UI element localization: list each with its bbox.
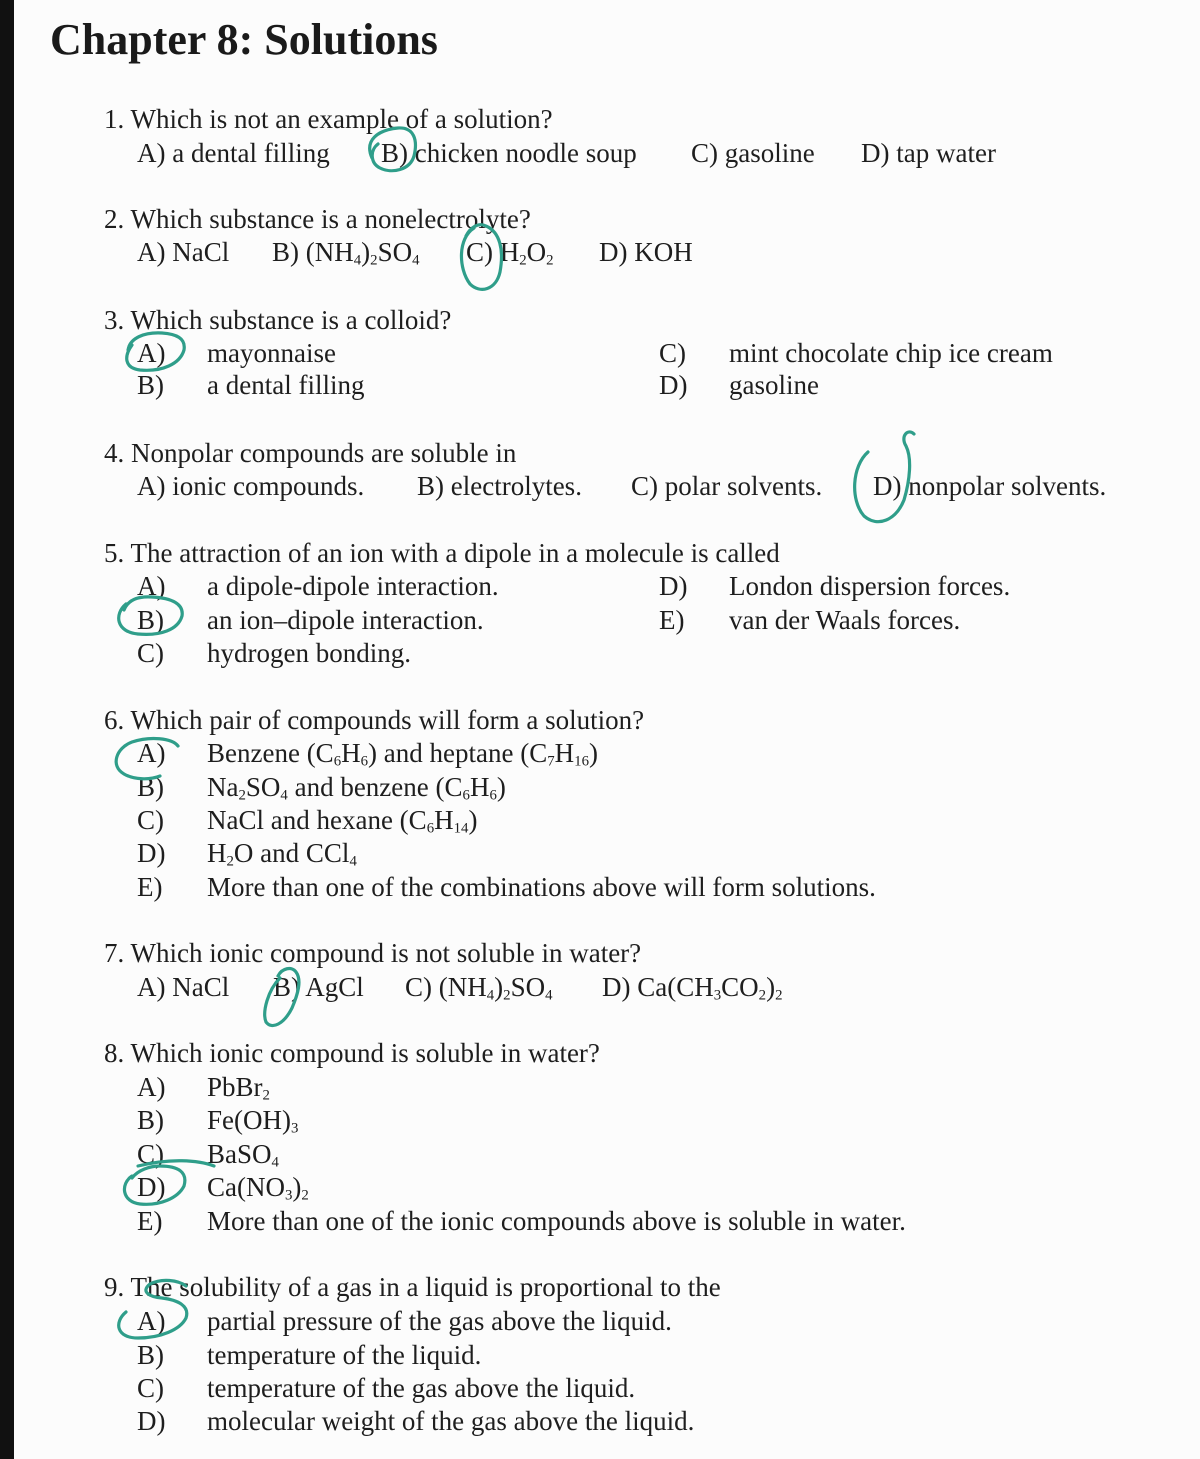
q3-option-d-letter: D) bbox=[659, 370, 688, 400]
q9-option-c-text: temperature of the gas above the liquid. bbox=[207, 1373, 636, 1403]
q9-option-a-letter: A) bbox=[137, 1306, 166, 1336]
q8-option-a-letter: A) bbox=[137, 1072, 166, 1102]
q7-option-a: A) NaCl bbox=[137, 972, 230, 1002]
q5-option-d-letter: D) bbox=[659, 571, 688, 601]
q4-option-b: B) electrolytes. bbox=[417, 471, 582, 501]
q8-option-e-text: More than one of the ionic compounds above is soluble in water. bbox=[207, 1206, 906, 1236]
q2-option-d: D) KOH bbox=[599, 237, 693, 267]
q6-option-e-text: More than one of the combinations above will form solutions. bbox=[207, 872, 876, 902]
q8-option-b-text: $Fe(OH)_3$ bbox=[207, 1105, 299, 1137]
q6-option-e-letter: E) bbox=[137, 872, 163, 902]
q8-option-c-letter: C) bbox=[137, 1139, 164, 1169]
q1-option-d: D) tap water bbox=[861, 138, 996, 168]
q8-stem: 8. Which ionic compound is soluble in water? bbox=[104, 1038, 600, 1068]
q3-stem: 3. Which substance is a colloid? bbox=[104, 305, 452, 335]
q3-option-a-text: mayonnaise bbox=[207, 338, 336, 368]
q9-option-c-letter: C) bbox=[137, 1373, 164, 1403]
q4-stem: 4. Nonpolar compounds are soluble in bbox=[104, 438, 517, 468]
q3-option-b-text: a dental filling bbox=[207, 370, 365, 400]
q7-option-c: C) $(NH_4)_2SO_4$ bbox=[405, 972, 553, 1004]
q3-option-d-text: gasoline bbox=[729, 370, 819, 400]
q4-option-a: A) ionic compounds. bbox=[137, 471, 365, 501]
q5-option-b-text: an ion–dipole interaction. bbox=[207, 605, 484, 635]
q5-option-e-text: van der Waals forces. bbox=[729, 605, 961, 635]
q7-option-b: B) AgCl bbox=[273, 972, 364, 1002]
q5-option-c-text: hydrogen bonding. bbox=[207, 638, 411, 668]
q5-option-a-text: a dipole-dipole interaction. bbox=[207, 571, 499, 601]
q2-option-b: B) $(NH_4)_2SO_4$ bbox=[272, 237, 420, 269]
q9-option-b-letter: B) bbox=[137, 1340, 164, 1370]
q8-option-d-letter: D) bbox=[137, 1172, 166, 1202]
q5-option-b-letter: B) bbox=[137, 605, 164, 635]
q6-option-a-text: Benzene $(C_6H_6)$ and heptane $(C_7H_{16})$ bbox=[207, 738, 598, 770]
q9-option-d-letter: D) bbox=[137, 1406, 166, 1436]
q6-option-c-letter: C) bbox=[137, 805, 164, 835]
q1-stem: 1. Which is not an example of a solution? bbox=[104, 104, 553, 134]
q3-option-c-letter: C) bbox=[659, 338, 686, 368]
q3-option-a-letter: A) bbox=[137, 338, 166, 368]
q6-option-a-letter: A) bbox=[137, 738, 166, 768]
q8-option-e-letter: E) bbox=[137, 1206, 163, 1236]
q1-option-a: A) a dental filling bbox=[137, 138, 330, 168]
q8-option-a-text: PbBr$_2$ bbox=[207, 1072, 270, 1104]
q6-option-b-letter: B) bbox=[137, 772, 164, 802]
q7-stem: 7. Which ionic compound is not soluble in water? bbox=[104, 938, 642, 968]
q5-option-d-text: London dispersion forces. bbox=[729, 571, 1011, 601]
q1-option-b: B) chicken noodle soup bbox=[381, 138, 637, 168]
q8-option-b-letter: B) bbox=[137, 1105, 164, 1135]
q2-stem: 2. Which substance is a nonelectrolyte? bbox=[104, 204, 531, 234]
q4-option-c: C) polar solvents. bbox=[631, 471, 823, 501]
q2-option-c: C) $H_2O_2$ bbox=[466, 237, 554, 269]
q9-stem: 9. The solubility of a gas in a liquid is proportional to the bbox=[104, 1272, 721, 1302]
page-title: Chapter 8: Solutions bbox=[50, 15, 438, 64]
q6-option-d-letter: D) bbox=[137, 838, 166, 868]
q1-option-c: C) gasoline bbox=[691, 138, 815, 168]
q5-stem: 5. The attraction of an ion with a dipole in a molecule is called bbox=[104, 538, 780, 568]
q4-option-d: D) nonpolar solvents. bbox=[873, 471, 1107, 501]
q3-option-c-text: mint chocolate chip ice cream bbox=[729, 338, 1053, 368]
q6-option-d-text: $H_2O$ and CCl$_4$ bbox=[207, 838, 357, 870]
q5-option-e-letter: E) bbox=[659, 605, 685, 635]
q6-stem: 6. Which pair of compounds will form a solution? bbox=[104, 705, 645, 735]
q7-option-d: D) $Ca(CH_3CO_2)_2$ bbox=[602, 972, 783, 1004]
q8-option-c-text: BaSO$_4$ bbox=[207, 1139, 279, 1171]
q2-option-a: A) NaCl bbox=[137, 237, 230, 267]
q9-option-b-text: temperature of the liquid. bbox=[207, 1340, 482, 1370]
q8-option-d-text: $Ca(NO_3)_2$ bbox=[207, 1172, 309, 1204]
q5-option-c-letter: C) bbox=[137, 638, 164, 668]
q6-option-c-text: NaCl and hexane $(C_6H_{14})$ bbox=[207, 805, 478, 837]
q6-option-b-text: $Na_2SO_4$ and benzene $(C_6H_6)$ bbox=[207, 772, 506, 804]
q5-option-a-letter: A) bbox=[137, 571, 166, 601]
q9-option-a-text: partial pressure of the gas above the liquid. bbox=[207, 1306, 672, 1336]
q3-option-b-letter: B) bbox=[137, 370, 164, 400]
q9-option-d-text: molecular weight of the gas above the liquid. bbox=[207, 1406, 695, 1436]
